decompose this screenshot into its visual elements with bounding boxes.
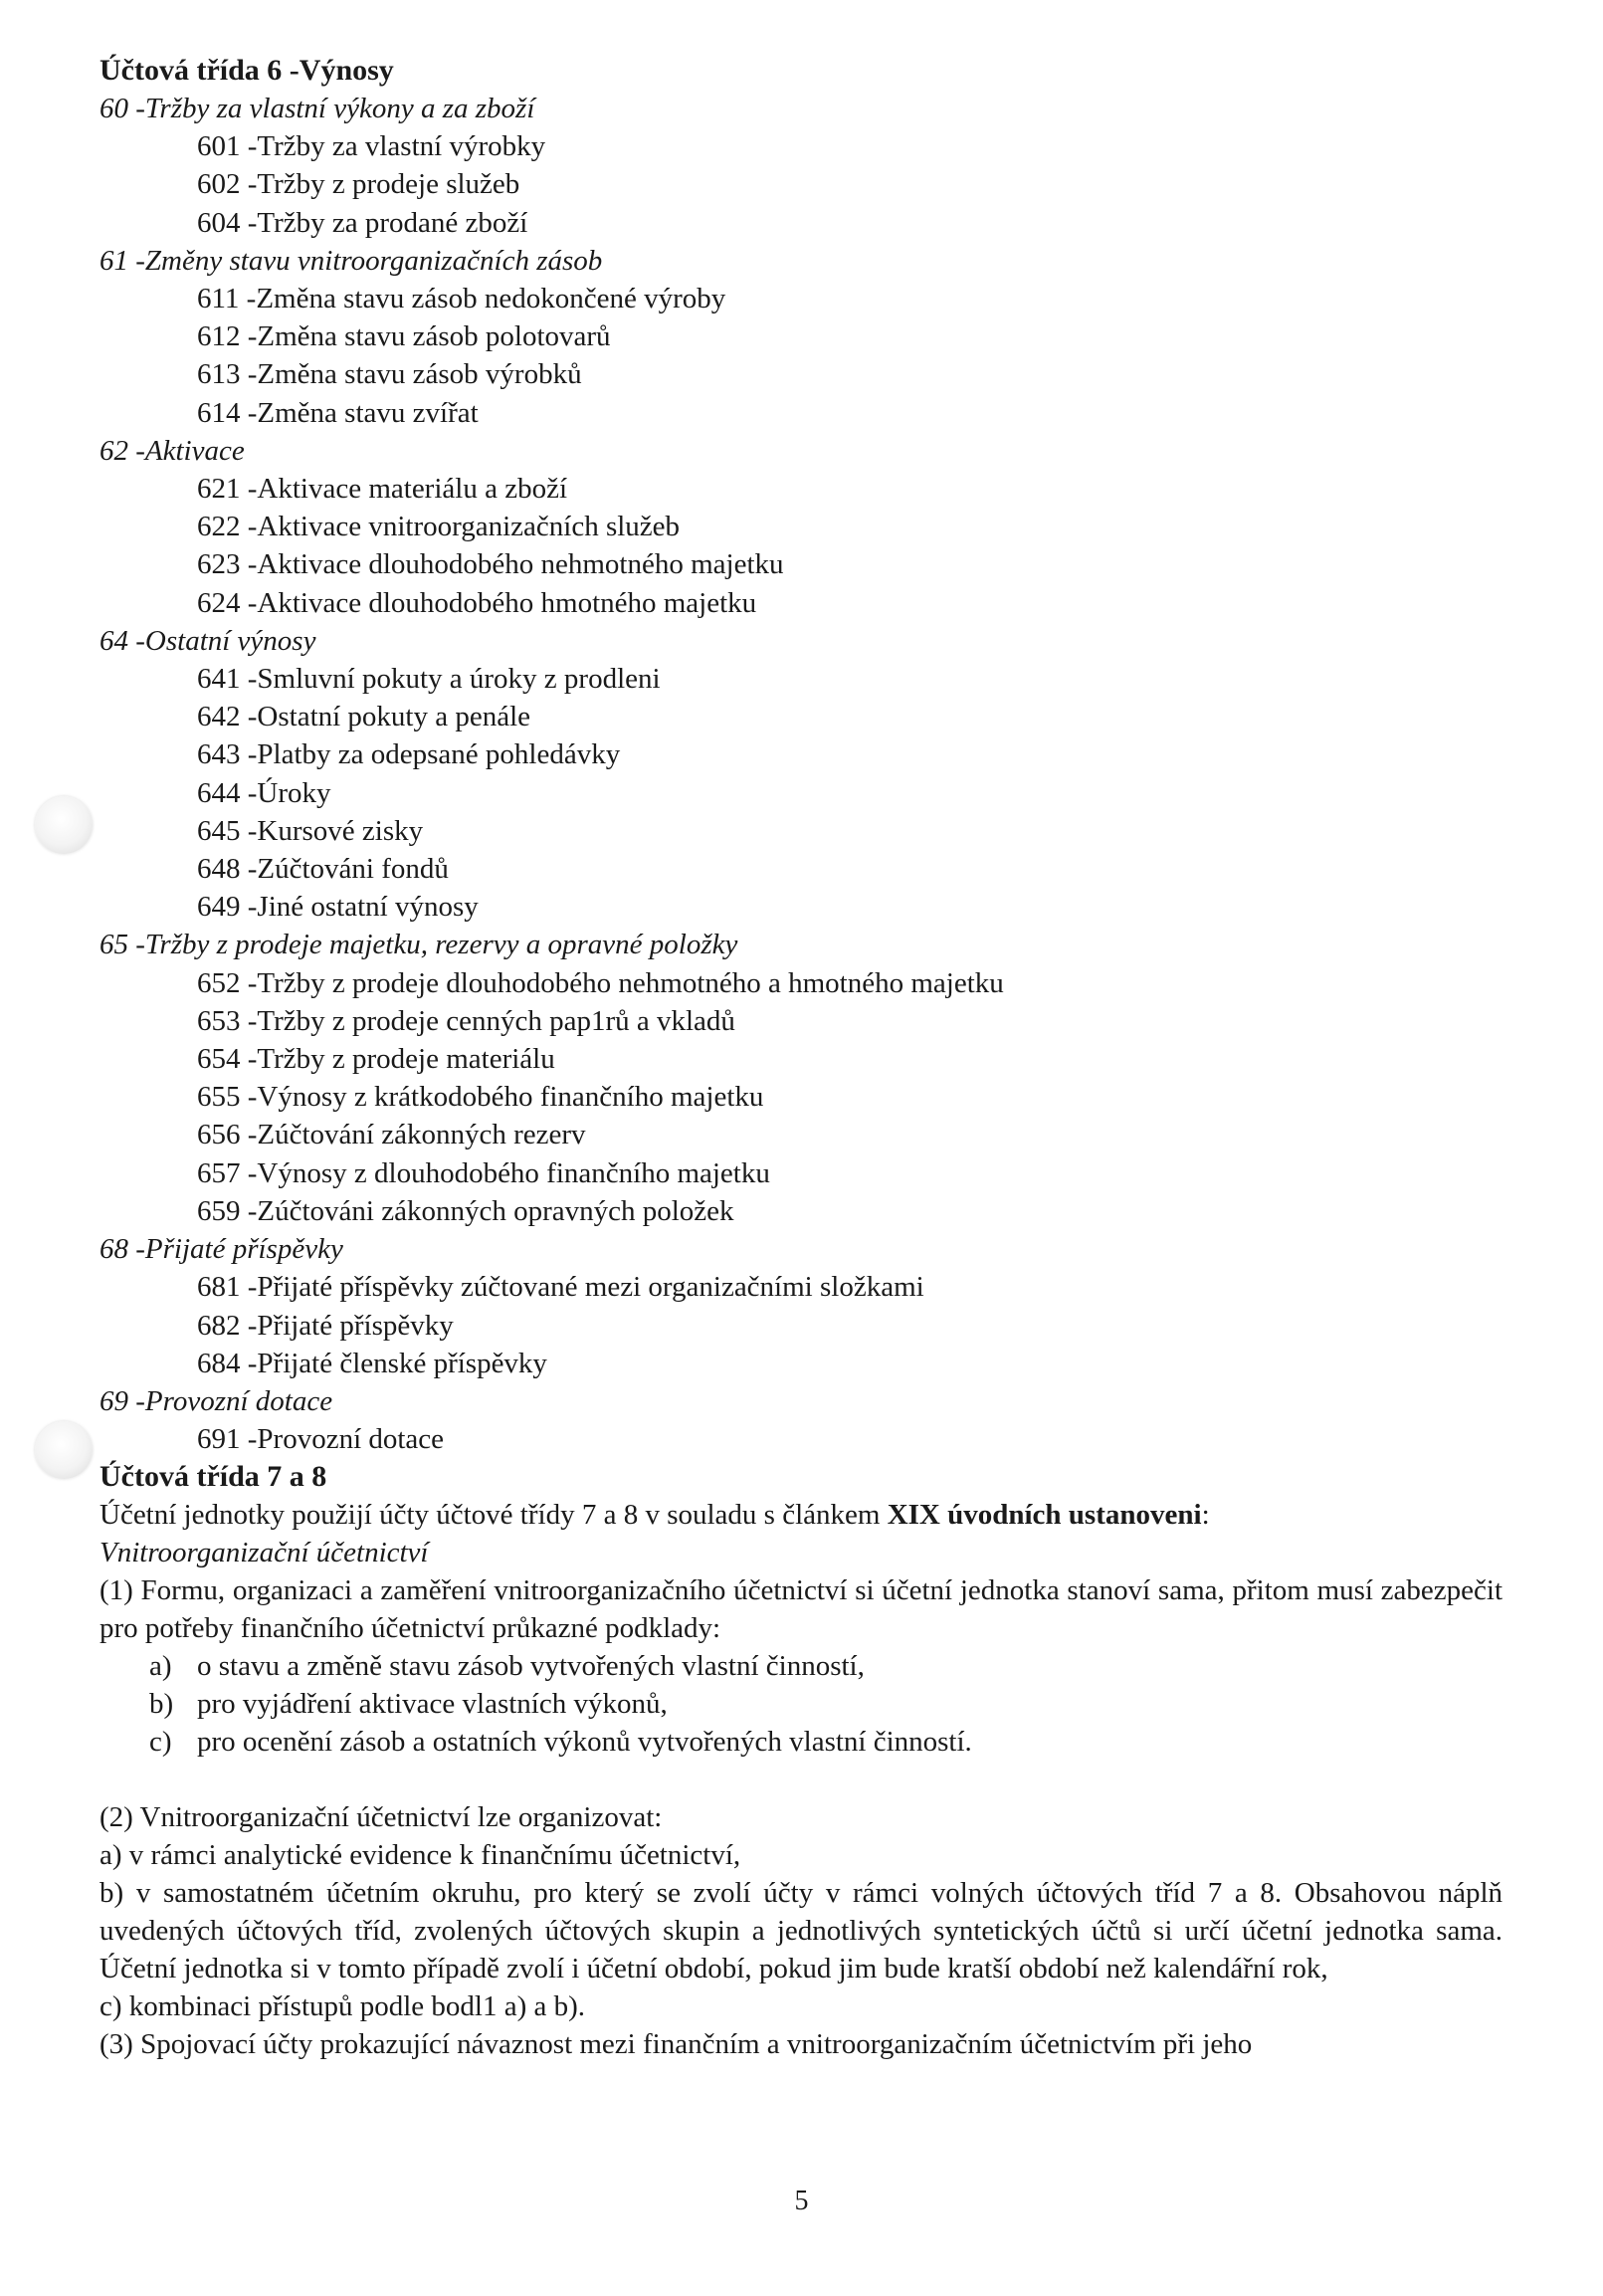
account-line: 682 -Přijaté příspěvky xyxy=(197,1309,454,1342)
account-line: 623 -Aktivace dlouhodobého nehmotného majetku xyxy=(197,548,784,581)
account-line: 652 -Tržby z prodeje dlouhodobého nehmotného a hmotného majetku xyxy=(197,966,1004,999)
account-line: 656 -Zúčtování zákonných rezerv xyxy=(197,1119,586,1151)
account-group-title: 62 -Aktivace xyxy=(100,434,245,467)
account-line: 691 -Provozní dotace xyxy=(197,1423,445,1456)
paragraph-2-a: a) v rámci analytické evidence k finančnímu účetnictví, xyxy=(100,1839,741,1872)
list-text: pro ocenění zásob a ostatních výkonů vytvořených vlastní činností. xyxy=(197,1726,972,1759)
account-line: 681 -Přijaté příspěvky zúčtované mezi organizačními složkami xyxy=(197,1271,924,1304)
account-group-title: 61 -Změny stavu vnitroorganizačních zásob xyxy=(100,244,603,277)
account-group-title: 68 -Přijaté příspěvky xyxy=(100,1233,343,1266)
account-line: 612 -Změna stavu zásob polotovarů xyxy=(197,320,611,353)
account-line: 648 -Zúčtováni fondů xyxy=(197,853,449,886)
subheading: Vnitroorganizační účetnictví xyxy=(100,1537,429,1569)
list-item xyxy=(100,1723,1503,1761)
list-marker: c) xyxy=(149,1726,172,1759)
account-line: 613 -Změna stavu zásob výrobků xyxy=(197,358,582,391)
page-number: 5 xyxy=(794,2186,809,2216)
account-group-title: 60 -Tržby za vlastní výkony a za zboží xyxy=(100,93,535,124)
account-line: 611 -Změna stavu zásob nedokončené výroby xyxy=(197,283,726,315)
list-item xyxy=(100,1647,1503,1685)
class-78-heading: Účtová třída 7 a 8 xyxy=(100,1460,327,1494)
list-text: pro vyjádření aktivace vlastních výkonů, xyxy=(197,1688,668,1721)
list-marker: b) xyxy=(149,1688,174,1721)
account-line: 622 -Aktivace vnitroorganizačních služeb xyxy=(197,511,681,543)
paragraph-3: (3) Spojovací účty prokazující návaznost mezi finančním a vnitroorganizačním účetnictvím při jeho xyxy=(100,2028,1253,2061)
account-line: 684 -Přijaté členské příspěvky xyxy=(197,1347,547,1379)
account-line: 614 -Změna stavu zvířat xyxy=(197,396,479,429)
paragraph-2-heading: (2) Vnitroorganizační účetnictví lze organizovat: xyxy=(100,1801,663,1834)
account-line: 604 -Tržby za prodané zboží xyxy=(197,206,528,239)
list-item xyxy=(100,1685,1503,1723)
account-group-title: 64 -Ostatní výnosy xyxy=(100,624,316,657)
list-1 xyxy=(100,1647,1503,1761)
account-line: 654 -Tržby z prodeje materiálu xyxy=(197,1043,555,1076)
intro-text: Účetní jednotky použijí účty účtové třídy 7 a 8 v souladu s článkem xyxy=(100,1499,888,1532)
account-line: 645 -Kursové zisky xyxy=(197,814,424,847)
account-line: 621 -Aktivace materiálu a zboží xyxy=(197,473,568,506)
account-line: 642 -Ostatní pokuty a penále xyxy=(197,701,531,733)
spacer xyxy=(100,1761,1503,1798)
class-6-heading: Účtová třída 6 -Výnosy xyxy=(100,54,394,87)
account-line: 657 -Výnosy z dlouhodobého finančního majetku xyxy=(197,1156,770,1189)
account-line: 653 -Tržby z prodeje cenných pap1rů a vkladů xyxy=(197,1004,735,1037)
account-line: 659 -Zúčtováni zákonných opravných položek xyxy=(197,1194,734,1227)
list-text: o stavu a změně stavu zásob vytvořených vlastní činností, xyxy=(197,1650,865,1683)
account-group-title: 69 -Provozní dotace xyxy=(100,1384,333,1417)
intro-line xyxy=(100,1496,1503,1534)
document-page xyxy=(100,52,1503,2063)
account-line: 601 -Tržby za vlastní výrobky xyxy=(197,130,546,163)
punch-hole-top xyxy=(35,796,93,854)
punch-hole-bottom xyxy=(35,1421,93,1479)
intro-bold-ref: XIX úvodních ustanoveni xyxy=(887,1499,1202,1532)
account-line: 649 -Jiné ostatní výnosy xyxy=(197,891,479,924)
account-group-title: 65 -Tržby z prodeje majetku, rezervy a opravné položky xyxy=(100,929,738,961)
account-groups xyxy=(100,90,1503,1458)
account-line: 655 -Výnosy z krátkodobého finančního majetku xyxy=(197,1081,764,1114)
account-line: 643 -Platby za odepsané pohledávky xyxy=(197,738,621,771)
paragraph-2-c: c) kombinaci přístupů podle bodl1 a) a b). xyxy=(100,1990,586,2023)
intro-colon: : xyxy=(1201,1499,1210,1532)
list-marker: a) xyxy=(149,1650,172,1683)
account-line: 624 -Aktivace dlouhodobého hmotného majetku xyxy=(197,586,757,619)
paragraph-1: (1) Formu, organizaci a zaměření vnitroorganizačního účetnictví si účetní jednotka stanoví sama, přitom musí zabezpečit pro potřeby finančního účetnictví průkazné podklady: xyxy=(100,1574,1503,1645)
account-line: 602 -Tržby z prodeje služeb xyxy=(197,168,520,201)
account-line: 641 -Smluvní pokuty a úroky z prodleni xyxy=(197,663,661,696)
account-line: 644 -Úroky xyxy=(197,776,331,809)
paragraph-2-b: b) v samostatném účetním okruhu, pro který se zvolí účty v rámci volných účtových tříd 7 a 8. Obsahovou náplň uvedených účtových tříd, zvolených účtových skupin a jednotlivých syntetických účtů si určí účetní jednotka sama. Účetní jednotka si v tomto případě zvolí i účetní období, pokud jim bude kratší období než kalendářní rok, xyxy=(100,1877,1503,1985)
